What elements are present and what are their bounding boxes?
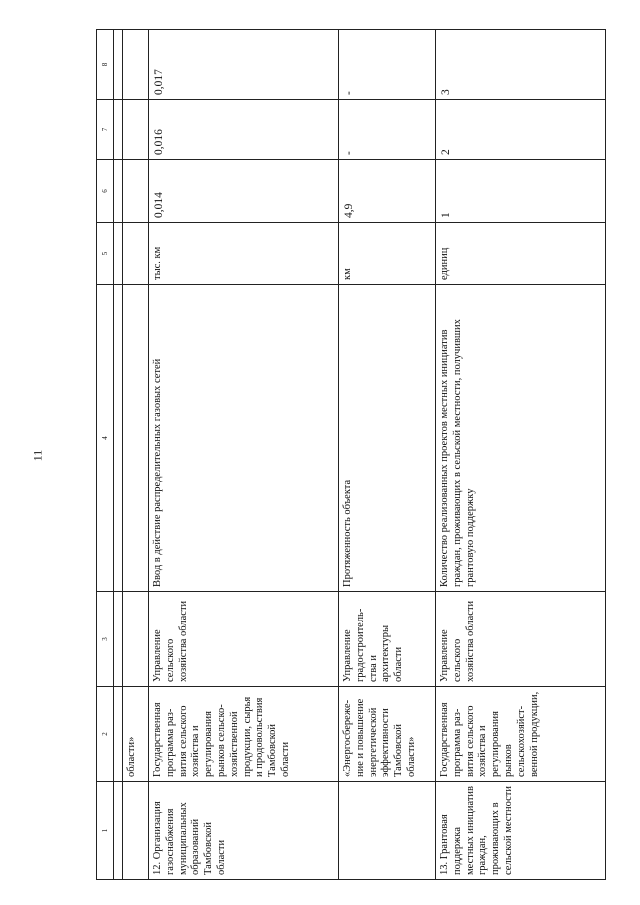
rotated-table-container bbox=[96, 30, 606, 880]
cell-value: - bbox=[339, 100, 436, 160]
cell-value bbox=[123, 30, 149, 100]
col-header: 1 bbox=[97, 782, 114, 880]
cell-program: Государственная программа раз-вития сельского хозяйства и регулирования рынков сельско-хозяйственной продукции, сырья и продовольствия Тамбовской области bbox=[149, 687, 339, 782]
cell-event bbox=[339, 782, 436, 880]
table-row bbox=[149, 30, 339, 880]
indicators-table bbox=[96, 29, 606, 880]
cell-indicator bbox=[123, 285, 149, 592]
cell-value: 3 bbox=[436, 30, 606, 100]
cell-value: 0,016 bbox=[149, 100, 339, 160]
cell-executor: Управление сельского хозяйства области bbox=[436, 592, 606, 687]
cell-value: 0,014 bbox=[149, 160, 339, 223]
cell-unit bbox=[123, 223, 149, 285]
cell-program: «Энергосбереже-ние и повышение энергетической эффективности Тамбовской области» bbox=[339, 687, 436, 782]
col-header: 7 bbox=[97, 100, 114, 160]
col-header: 5 bbox=[97, 223, 114, 285]
col-header: 6 bbox=[97, 160, 114, 223]
cell-program: области» bbox=[123, 687, 149, 782]
col-header: 4 bbox=[97, 285, 114, 592]
cell-executor bbox=[123, 592, 149, 687]
col-header: 8 bbox=[97, 30, 114, 100]
cell-value bbox=[123, 100, 149, 160]
cell-unit: тыс. км bbox=[149, 223, 339, 285]
cell-event: 13. Грантовая поддержка местных инициатив граждан, проживающих в сельской местности bbox=[436, 782, 606, 880]
col-header: 2 bbox=[97, 687, 114, 782]
cell-value bbox=[123, 160, 149, 223]
table-frame bbox=[96, 30, 606, 880]
cell-indicator: Ввод в действие распределительных газовых сетей bbox=[149, 285, 339, 592]
spacer-row bbox=[114, 30, 123, 880]
cell-event bbox=[123, 782, 149, 880]
cell-executor: Управление сельского хозяйства области bbox=[149, 592, 339, 687]
cell-unit: единиц bbox=[436, 223, 606, 285]
cell-indicator: Количество реализованных проектов местных инициатив граждан, проживающих в сельской местности, получивших грантовую поддержку bbox=[436, 285, 606, 592]
column-numbers-row bbox=[97, 30, 114, 880]
table-row bbox=[339, 30, 436, 880]
cell-value: 4,9 bbox=[339, 160, 436, 223]
cell-executor: Управление градостроитель-ства и архитектуры области bbox=[339, 592, 436, 687]
cell-value: - bbox=[339, 30, 436, 100]
cell-indicator: Протяженность объекта bbox=[339, 285, 436, 592]
table-row bbox=[436, 30, 606, 880]
cell-program: Государственная программа раз-вития сельского хозяйства и регулирования рынков сельскохозяйст-венной продукции, bbox=[436, 687, 606, 782]
cell-value: 0,017 bbox=[149, 30, 339, 100]
table-row bbox=[123, 30, 149, 880]
cell-value: 2 bbox=[436, 100, 606, 160]
cell-event: 12. Организация газоснабжения муниципальных образований Тамбовской области bbox=[149, 782, 339, 880]
col-header: 3 bbox=[97, 592, 114, 687]
cell-value: 1 bbox=[436, 160, 606, 223]
cell-unit: км bbox=[339, 223, 436, 285]
page-number: 11 bbox=[30, 449, 45, 462]
